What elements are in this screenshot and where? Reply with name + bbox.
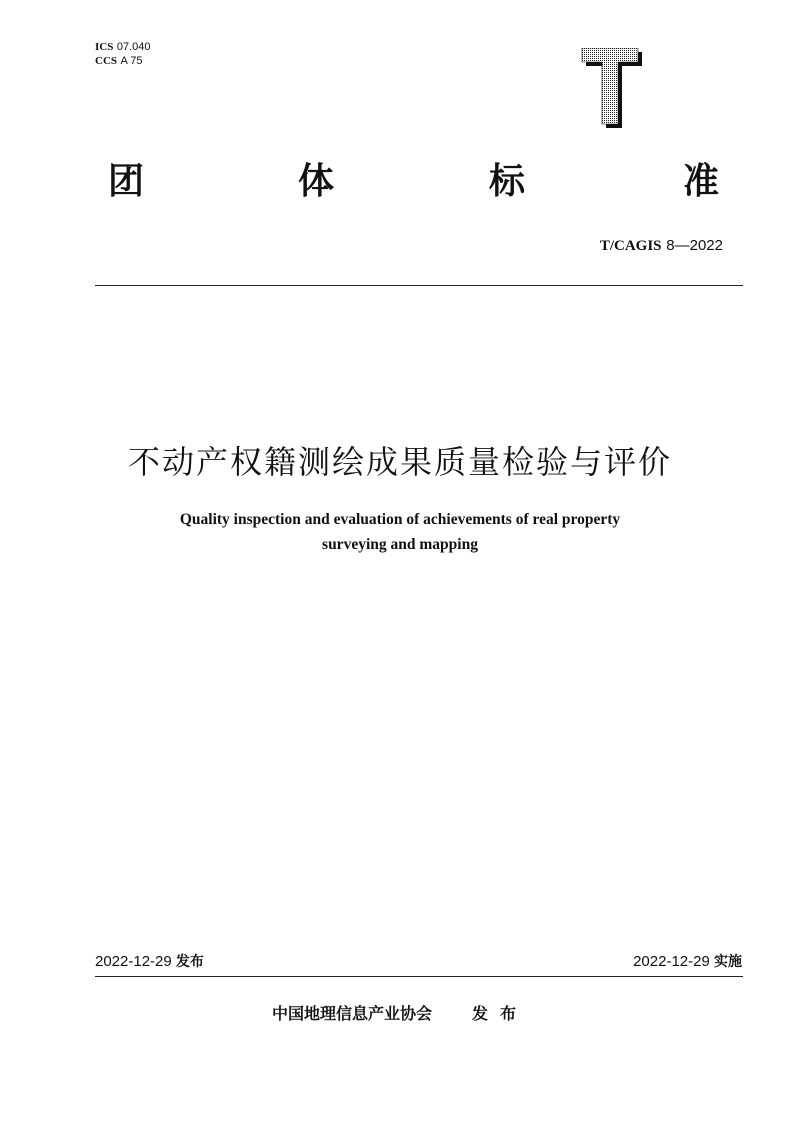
ccs-label: CCS — [95, 55, 118, 67]
implement-date: 2022-12-29 — [633, 953, 710, 970]
ics-value: 07.040 — [116, 41, 151, 53]
title-english — [100, 507, 700, 557]
category-char-3: 标 — [489, 161, 526, 202]
category-char-2: 体 — [298, 161, 335, 202]
standard-number — [600, 236, 723, 255]
header-divider — [95, 285, 743, 286]
standard-number-prefix: T/CAGIS — [599, 238, 662, 254]
ccs-value: A 75 — [120, 55, 143, 67]
issue-date: 2022-12-29 — [95, 953, 172, 970]
publisher-action: 发布 — [472, 1004, 529, 1023]
classification-codes — [95, 40, 151, 68]
title-english-line-1: Quality inspection and evaluation of achievements of real property — [179, 511, 621, 528]
category-char-4: 准 — [683, 161, 720, 202]
standard-number-year: 8—2022 — [666, 237, 723, 254]
implement-label: 实施 — [714, 954, 742, 970]
footer-divider — [95, 976, 743, 977]
title-chinese: 不动产权籍测绘成果质量检验与评价 — [127, 443, 672, 481]
t-standard-logo — [580, 48, 644, 128]
issue-label: 发布 — [175, 954, 204, 970]
publisher-name: 中国地理信息产业协会 — [271, 1004, 432, 1023]
publisher-line — [0, 1001, 800, 1024]
ics-code — [95, 40, 151, 54]
ccs-code — [95, 54, 151, 68]
category-char-1: 团 — [108, 161, 145, 202]
issue-date-block — [95, 951, 204, 971]
implement-date-block — [633, 951, 742, 971]
title-english-line-2: surveying and mapping — [322, 536, 478, 553]
ics-label: ICS — [95, 41, 114, 53]
